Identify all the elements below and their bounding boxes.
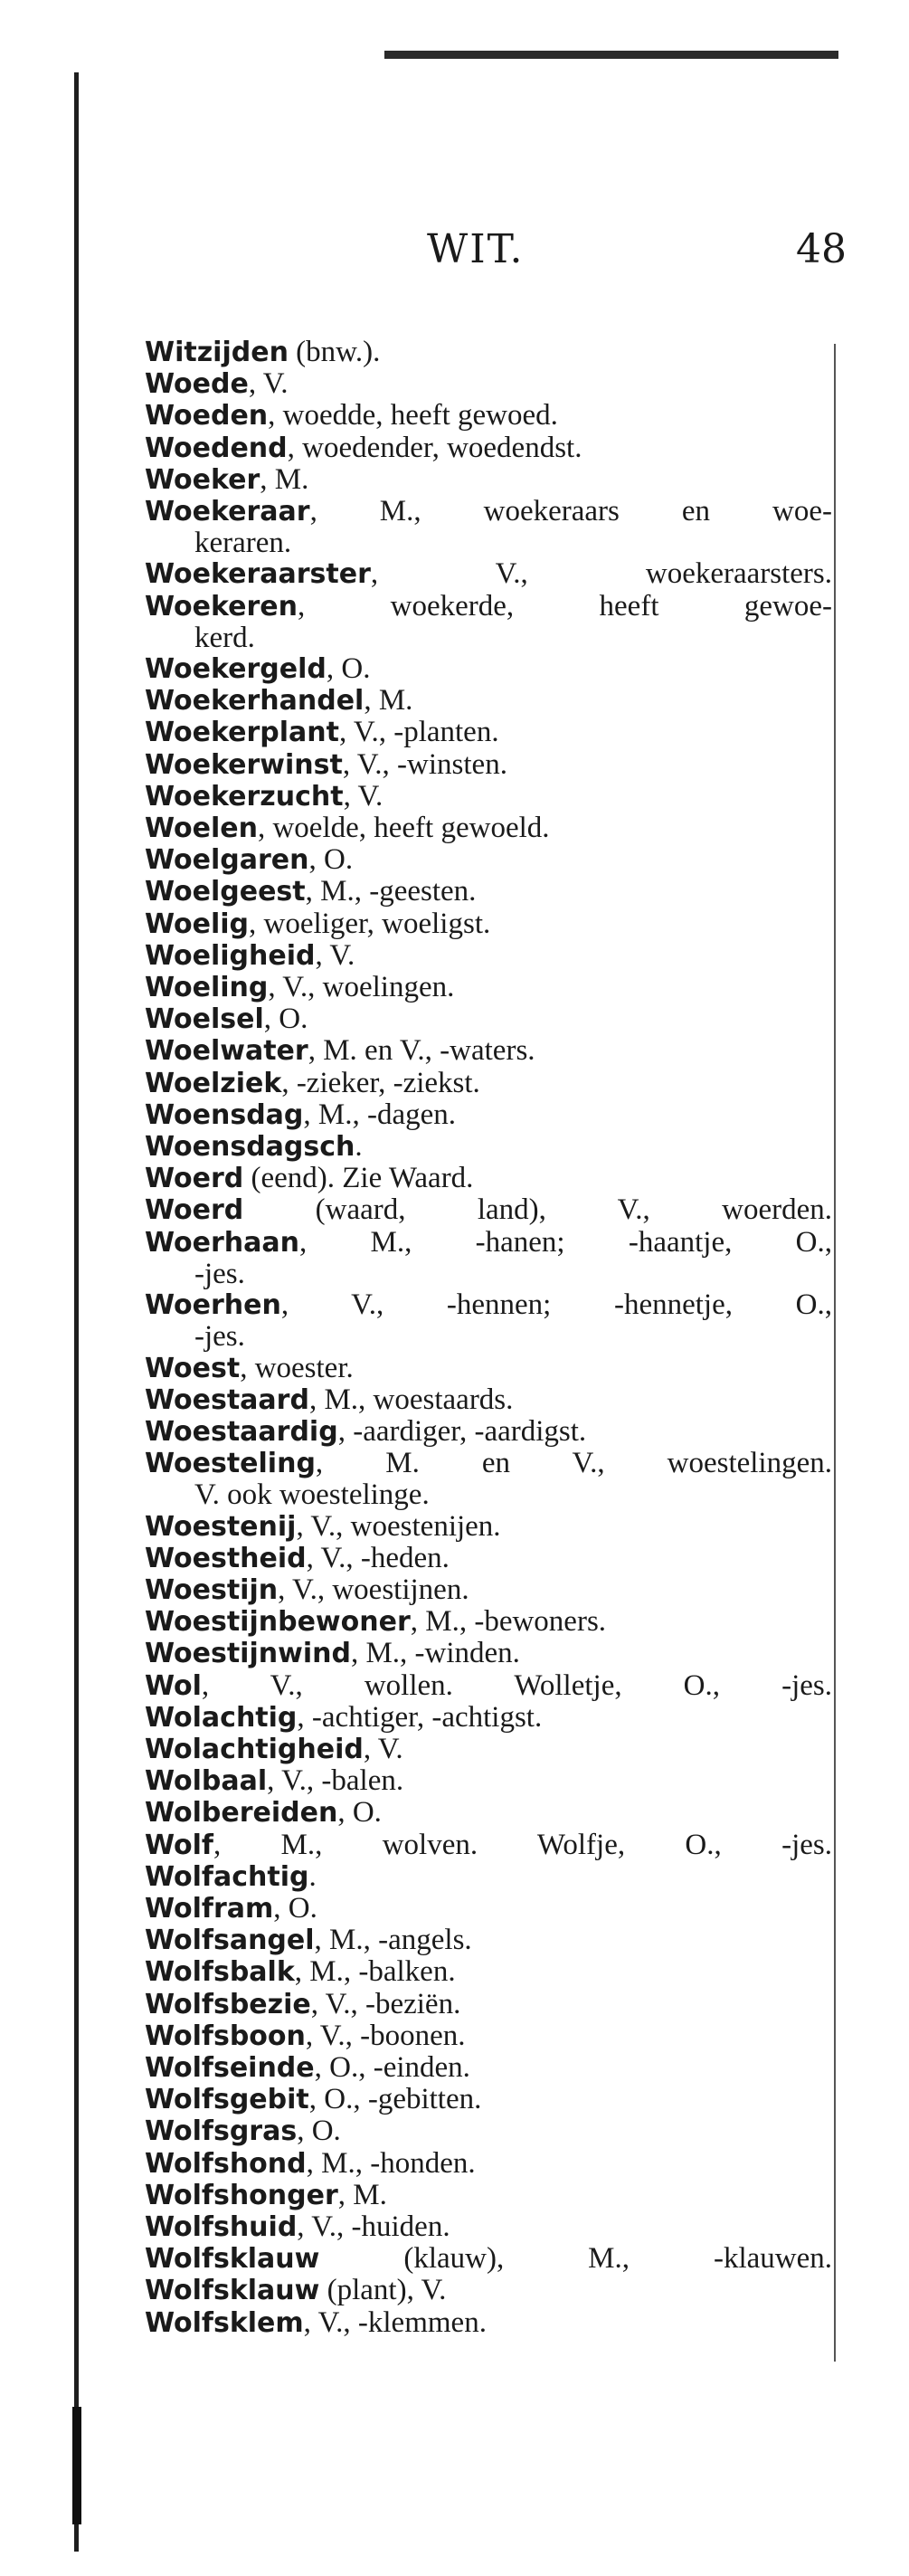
entry-headword: Wolfshuid: [145, 2210, 298, 2243]
entry-headword: Woelsel: [145, 1003, 264, 1036]
entry-headword: Woerd: [145, 1194, 244, 1227]
entry-headword: Woestheid: [145, 1542, 307, 1574]
entry-continuation: -jes.: [194, 1320, 245, 1354]
entry-definition: , V., -hennen; -hennetje, O.,: [280, 1288, 832, 1322]
entry-definition: , woekerde, heeft gewoe-: [297, 589, 832, 623]
dictionary-entry: [145, 1353, 832, 1384]
dictionary-entry: [145, 940, 832, 972]
dictionary-entry: [145, 1511, 832, 1543]
dictionary-entry: [145, 1099, 832, 1131]
dictionary-entry: [145, 1384, 832, 1416]
entry-headword: Wolachtigheid: [145, 1733, 364, 1765]
entry-definition: , M., wolven. Wolfje, O., -jes.: [213, 1828, 832, 1861]
entry-headword: Woekerhandel: [145, 685, 365, 718]
entry-definition: , woedde, heeft gewoed.: [268, 399, 558, 433]
entry-headword: Woeligheid: [145, 939, 316, 972]
dictionary-entry: [145, 1131, 832, 1163]
entry-continuation: -jes.: [194, 1257, 245, 1290]
entry-definition: , O.: [326, 652, 371, 686]
entry-definition: , V.: [343, 779, 383, 813]
entry-headword: Wolfsgras: [145, 2115, 298, 2148]
entry-definition: .: [308, 1859, 317, 1893]
entry-definition: , V., -balen.: [267, 1764, 404, 1798]
entry-headword: Wolfsgebit: [145, 2084, 309, 2116]
entry-definition: , M., -winden.: [350, 1637, 520, 1670]
dictionary-entry: [145, 1289, 832, 1321]
entry-definition: , O.: [263, 1003, 308, 1036]
entry-definition: , V., -huiden.: [297, 2210, 450, 2243]
entry-headword: Wolfsbezie: [145, 1988, 311, 2020]
entry-definition: , M., woekeraars en woe-: [309, 495, 832, 528]
entry-headword: Wolachtig: [145, 1701, 298, 1734]
entry-headword: Woerd: [145, 1163, 244, 1195]
entry-headword: Wolfshond: [145, 2147, 307, 2180]
entry-definition: , woeliger, woeligst.: [249, 907, 491, 940]
entry-definition: , V., -boonen.: [305, 2019, 466, 2052]
entry-definition: , M., -hanen; -haantje, O.,: [298, 1225, 832, 1259]
entry-headword: Wolfsboon: [145, 2020, 306, 2052]
dictionary-entry: [145, 1861, 832, 1893]
entry-headword: Woelig: [145, 908, 250, 940]
entry-definition: , woedender, woedendst.: [287, 431, 582, 464]
entry-headword: Woestenij: [145, 1510, 297, 1543]
entry-definition: , V., woelingen.: [268, 971, 455, 1004]
entry-definition: , O.: [337, 1796, 382, 1830]
entry-headword: Woelgeest: [145, 876, 306, 908]
entry-headword: Woest: [145, 1352, 241, 1384]
dictionary-entry: [145, 2243, 832, 2275]
dictionary-entry: [145, 1227, 832, 1259]
dictionary-entry: [145, 496, 832, 528]
entry-definition: , V., -winsten.: [342, 747, 507, 781]
entry-definition: , M., -geesten.: [305, 875, 477, 908]
entry-headword: Wolfsbalk: [145, 1956, 295, 1989]
dictionary-entry: [145, 749, 832, 781]
entry-headword: Woekeraarster: [145, 558, 371, 591]
entry-headword: Woelziek: [145, 1067, 282, 1099]
entry-definition: .: [355, 1130, 363, 1164]
dictionary-entry: [145, 337, 832, 368]
entry-definition: , O.: [297, 2115, 341, 2148]
dictionary-entry: [145, 1893, 832, 1925]
entry-headword: Wolbereiden: [145, 1797, 338, 1830]
top-rule: [384, 51, 838, 59]
entry-definition: , V., woekeraarsters.: [370, 557, 832, 591]
entry-definition: , M., -dagen.: [303, 1098, 457, 1131]
entry-headword: Woeden: [145, 400, 269, 433]
entry-headword: Woestijnbewoner: [145, 1606, 411, 1639]
entry-definition: , O.: [273, 1891, 317, 1925]
right-margin-rule: [834, 344, 836, 2362]
dictionary-entry: [145, 876, 832, 908]
entry-continuation: keraren.: [194, 527, 292, 560]
entry-definition: , O., -gebitten.: [308, 2083, 482, 2116]
entry-definition: , V., woestenijen.: [296, 1509, 501, 1543]
dictionary-entry: [145, 1670, 832, 1702]
entry-definition: , V., wollen. Wolletje, O., -jes.: [201, 1668, 832, 1702]
entry-definition: , M. en V., -waters.: [308, 1034, 535, 1068]
dictionary-entry: [145, 685, 832, 717]
entry-definition: , M.: [260, 462, 309, 496]
dictionary-entry: [145, 1797, 832, 1829]
entry-definition: , V., woestijnen.: [278, 1573, 469, 1606]
entry-headword: Witzijden: [145, 337, 289, 368]
left-margin-mark: [72, 2407, 81, 2524]
entry-headword: Woeling: [145, 972, 269, 1004]
left-margin-rule: [74, 72, 79, 2552]
entry-definition: , -aardiger, -aardigst.: [337, 1414, 587, 1448]
dictionary-entry: [145, 2084, 832, 2115]
dictionary-entry: [145, 1416, 832, 1448]
entry-headword: Woelen: [145, 813, 258, 845]
entry-definition: , M.: [364, 684, 413, 718]
dictionary-entry: [145, 781, 832, 813]
entry-definition: , woester.: [240, 1351, 354, 1384]
dictionary-entry: [145, 717, 832, 748]
dictionary-entry: [145, 1194, 832, 1226]
entry-headword: Woeker: [145, 463, 260, 496]
dictionary-entry: [145, 2148, 832, 2180]
dictionary-entry: [145, 1606, 832, 1638]
dictionary-entry: [145, 591, 832, 623]
dictionary-entry: [145, 1574, 832, 1606]
entry-definition: , M.: [337, 2178, 387, 2211]
entry-definition: , M., -bewoners.: [410, 1605, 607, 1639]
entry-definition: , V.: [315, 938, 355, 972]
entry-definition: (eend). Zie Waard.: [243, 1162, 474, 1195]
dictionary-entry: [145, 908, 832, 940]
entry-definition: (plant), V.: [319, 2274, 447, 2307]
entry-definition: , -zieker, -ziekst.: [281, 1066, 480, 1099]
dictionary-entry: [145, 1448, 832, 1479]
entry-headword: Woensdag: [145, 1098, 304, 1131]
entry-headword: Woekergeld: [145, 653, 327, 686]
dictionary-entry: [145, 2211, 832, 2243]
entry-headword: Woekerzucht: [145, 780, 344, 813]
entry-headword: Woerhen: [145, 1289, 281, 1322]
entry-headword: Wol: [145, 1669, 202, 1702]
entry-headword: Wolfsklauw: [145, 2243, 320, 2276]
dictionary-entry: [145, 844, 832, 876]
dictionary-entry: [145, 1989, 832, 2020]
entry-continuation: kerd.: [194, 621, 255, 654]
dictionary-entry: [145, 1734, 832, 1765]
dictionary-entry: [145, 1638, 832, 1669]
entry-definition: , V.: [363, 1732, 403, 1765]
entry-definition: , V., -beziën.: [310, 1987, 461, 2020]
entry-headword: Woekerwinst: [145, 748, 343, 781]
dictionary-entry: [145, 1543, 832, 1574]
dictionary-entry: [145, 400, 832, 432]
dictionary-entry: [145, 558, 832, 590]
dictionary-entry: [145, 813, 832, 844]
entry-headword: Wolf: [145, 1829, 213, 1861]
dictionary-entry: [145, 653, 832, 685]
entry-continuation: V. ook woestelinge.: [194, 1478, 430, 1512]
running-head: WIT.: [427, 226, 525, 272]
entry-definition: , V.: [248, 367, 289, 401]
dictionary-entry: [145, 2307, 832, 2339]
entry-definition: , M., woestaards.: [308, 1383, 514, 1416]
dictionary-entry: [145, 1765, 832, 1797]
dictionary-entry: [145, 2180, 832, 2211]
entry-headword: Wolfram: [145, 1892, 274, 1925]
entry-headword: Wolfsangel: [145, 1925, 315, 1957]
dictionary-entry: [145, 1830, 832, 1861]
entry-definition: , O., -einden.: [314, 2050, 470, 2084]
entry-definition: , V., -heden.: [306, 1541, 450, 1574]
entry-headword: Wolfsklem: [145, 2306, 304, 2339]
entry-headword: Woelwater: [145, 1035, 308, 1068]
entry-definition: , M., -angels.: [314, 1924, 472, 1957]
dictionary-entry: [145, 433, 832, 464]
entry-definition: , -achtiger, -achtigst.: [297, 1700, 543, 1734]
dictionary-entry: [145, 1163, 832, 1194]
entry-headword: Woekerplant: [145, 717, 339, 749]
entry-headword: Wolbaal: [145, 1765, 268, 1798]
entry-definition: (waard, land), V., woerden.: [243, 1193, 832, 1227]
entry-headword: Woesteling: [145, 1448, 316, 1480]
dictionary-entry: [145, 2275, 832, 2306]
entry-headword: Woekeraar: [145, 496, 310, 528]
entry-headword: Woekeren: [145, 590, 298, 623]
dictionary-entry: [145, 2115, 832, 2147]
entry-headword: Wolfshonger: [145, 2179, 338, 2211]
dictionary-entry: [145, 2020, 832, 2052]
entry-definition: , woelde, heeft gewoeld.: [257, 812, 550, 845]
entry-definition: , M., -balken.: [294, 1955, 456, 1989]
entry-headword: Wolfachtig: [145, 1860, 309, 1893]
entry-definition: , O.: [308, 843, 354, 877]
entry-headword: Woestaardig: [145, 1415, 338, 1448]
dictionary-entry: [145, 464, 832, 496]
dictionary-entry: [145, 1925, 832, 1956]
dictionary-entry: [145, 972, 832, 1003]
entry-headword: Woerhaan: [145, 1226, 299, 1259]
entry-headword: Woensdagsch: [145, 1131, 355, 1164]
dictionary-entry: [145, 1035, 832, 1067]
entry-headword: Woedend: [145, 432, 288, 464]
entry-headword: Wolfsklauw: [145, 2275, 320, 2307]
entry-definition: , M. en V., woestelingen.: [315, 1447, 832, 1480]
entry-headword: Wolfseinde: [145, 2051, 315, 2084]
entry-headword: Woestijnwind: [145, 1638, 351, 1670]
dictionary-entries: [145, 337, 832, 2339]
entry-headword: Woestijn: [145, 1573, 279, 1606]
entry-definition: (bnw.).: [288, 336, 381, 368]
dictionary-entry: [145, 368, 832, 400]
entry-definition: , V., -klemmen.: [303, 2305, 487, 2339]
dictionary-entry: [145, 2052, 832, 2084]
entry-definition: (klauw), M., -klauwen.: [319, 2242, 832, 2276]
dictionary-entry: [145, 1068, 832, 1099]
dictionary-entry: [145, 1003, 832, 1035]
dictionary-entry: [145, 1702, 832, 1734]
dictionary-entry: [145, 1956, 832, 1988]
entry-headword: Woelgaren: [145, 844, 309, 877]
page-number: 48: [796, 226, 847, 272]
entry-headword: Woestaard: [145, 1383, 309, 1416]
entry-definition: , V., -planten.: [338, 716, 499, 749]
entry-headword: Woede: [145, 368, 249, 401]
entry-definition: , M., -honden.: [306, 2146, 476, 2180]
